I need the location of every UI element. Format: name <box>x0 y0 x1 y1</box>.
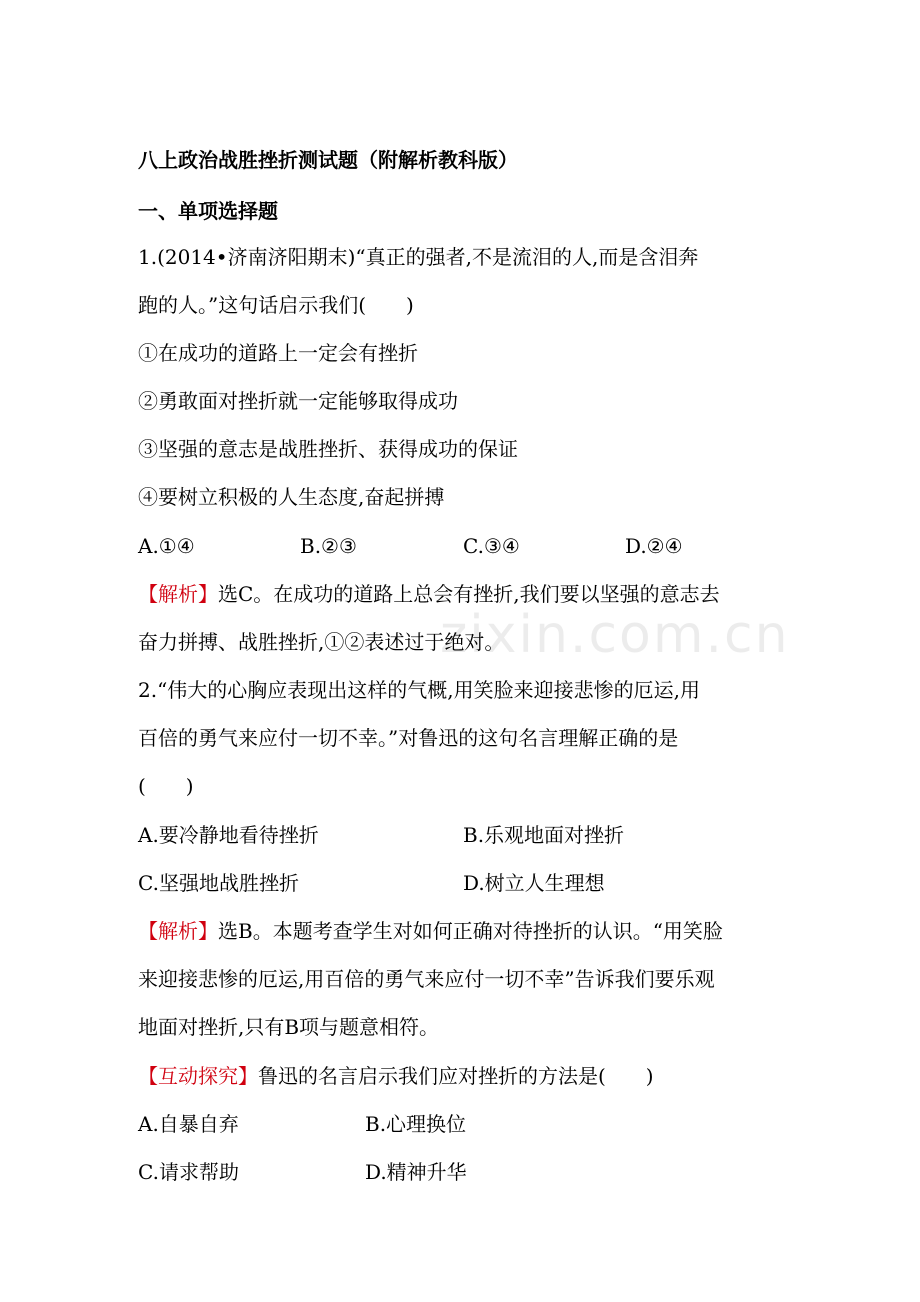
q2-option-c: C.坚强地战胜挫折 <box>138 871 299 895</box>
q2-analysis-line1 <box>138 917 723 945</box>
section-heading: 一、单项选择题 <box>138 199 278 223</box>
explore-tag: 【互动探究】 <box>138 1064 258 1088</box>
q1-analysis-text: 选C。在成功的道路上总会有挫折,我们要以坚强的意志去 <box>218 582 720 606</box>
q2-stem-line2: 百倍的勇气来应付一切不幸。”对鲁迅的这句名言理解正确的是 <box>138 726 679 750</box>
q2-analysis-tag: 【解析】 <box>138 919 218 943</box>
q1-stem-line1: 1.(2014•济南济阳期末)“真正的强者,不是流泪的人,而是含泪奔 <box>138 245 699 269</box>
watermark: zixin.com.cn <box>440 605 790 665</box>
q2-option-a: A.要冷静地看待挫折 <box>138 823 319 847</box>
q1-option-c: C.③④ <box>463 534 520 558</box>
q1-item-4: ④要树立积极的人生态度,奋起拼搏 <box>138 485 445 509</box>
explore-option-a: A.自暴自弃 <box>138 1112 239 1136</box>
q1-option-a: A.①④ <box>138 534 195 558</box>
q2-option-d: D.树立人生理想 <box>463 871 605 895</box>
q2-analysis-line3: 地面对挫折,只有B项与题意相符。 <box>138 1015 440 1039</box>
q1-analysis-line2: 奋力拼搏、战胜挫折,①②表述过于绝对。 <box>138 630 505 654</box>
q1-stem-line2: 跑的人。”这句话启示我们( ) <box>138 293 414 317</box>
explore-option-b: B.心理换位 <box>365 1112 467 1136</box>
q1-item-1: ①在成功的道路上一定会有挫折 <box>138 341 418 365</box>
q2-stem-line3: ( ) <box>138 774 194 798</box>
q1-item-2: ②勇敢面对挫折就一定能够取得成功 <box>138 389 458 413</box>
q1-analysis-tag: 【解析】 <box>138 582 218 606</box>
q1-analysis-line1 <box>138 580 720 608</box>
q2-analysis-text: 选B。本题考查学生对如何正确对待挫折的认识。“用笑脸 <box>218 919 723 943</box>
q2-option-b: B.乐观地面对挫折 <box>463 823 625 847</box>
document-title: 八上政治战胜挫折测试题（附解析教科版） <box>138 148 518 172</box>
explore-option-d: D.精神升华 <box>365 1160 467 1184</box>
q2-analysis-line2: 来迎接悲惨的厄运,用百倍的勇气来应付一切不幸”告诉我们要乐观 <box>138 967 715 991</box>
q1-option-d: D.②④ <box>625 534 683 558</box>
explore-question: 鲁迅的名言启示我们应对挫折的方法是( ) <box>258 1064 654 1088</box>
q2-stem-line1: 2.“伟大的心胸应表现出这样的气概,用笑脸来迎接悲惨的厄运,用 <box>138 678 701 702</box>
q1-item-3: ③坚强的意志是战胜挫折、获得成功的保证 <box>138 437 518 461</box>
explore-option-c: C.请求帮助 <box>138 1160 239 1184</box>
q1-option-b: B.②③ <box>300 534 357 558</box>
explore-question-line <box>138 1062 654 1090</box>
